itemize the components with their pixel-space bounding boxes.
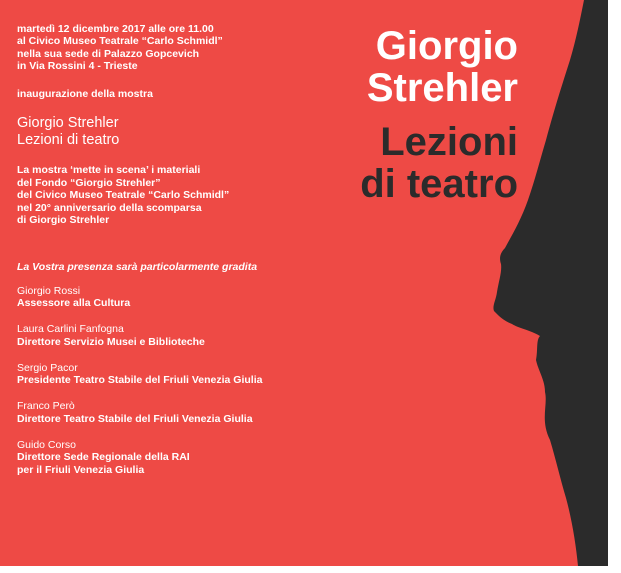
- welcome-note: La Vostra presenza sarà particolarmente gradita: [17, 260, 258, 273]
- description-line: del Civico Museo Teatrale “Carlo Schmidl”: [17, 189, 230, 202]
- description-line: del Fondo “Giorgio Strehler”: [17, 176, 161, 189]
- speaker-entry: [17, 362, 317, 387]
- exhibition-description: [17, 164, 317, 227]
- speaker-name: Guido Corso: [17, 439, 76, 452]
- speakers-list: [17, 285, 317, 476]
- headline-subtitle-line1: Lezioni: [380, 120, 518, 164]
- speaker-entry: [17, 439, 317, 476]
- speaker-role: Direttore Sede Regionale della RAI: [17, 451, 190, 464]
- venue-building-line: nella sua sede di Palazzo Gopcevich: [17, 47, 200, 60]
- speaker-name: Franco Però: [17, 400, 75, 413]
- exhibition-title-line2: Lezioni di teatro: [17, 132, 120, 149]
- speaker-name: Sergio Pacor: [17, 361, 78, 374]
- address-line: in Via Rossini 4 - Trieste: [17, 59, 138, 72]
- inauguration-label: inaugurazione della mostra: [17, 88, 153, 101]
- venue-line: al Civico Museo Teatrale “Carlo Schmidl”: [17, 35, 223, 48]
- date-line: martedì 12 dicembre 2017 alle ore 11.00: [17, 23, 214, 35]
- speaker-entry: [17, 285, 317, 310]
- headline-subtitle-line2: di teatro: [360, 162, 518, 206]
- description-line: nel 20° anniversario della scomparsa: [17, 201, 202, 214]
- speaker-entry: [17, 323, 317, 348]
- description-line: di Giorgio Strehler: [17, 214, 110, 227]
- exhibition-title: [17, 115, 317, 149]
- speaker-role: Direttore Teatro Stabile del Friuli Venezia Giulia: [17, 412, 253, 425]
- speaker-entry: [17, 400, 317, 425]
- speaker-role-continued: per il Friuli Venezia Giulia: [17, 463, 145, 476]
- speaker-role: Assessore alla Cultura: [17, 296, 131, 309]
- headline-surname: Strehler: [366, 66, 518, 110]
- exhibition-title-line1: Giorgio Strehler: [17, 115, 119, 132]
- headline-first-name: Giorgio: [375, 24, 518, 68]
- speaker-role: Presidente Teatro Stabile del Friuli Venezia Giulia: [17, 374, 263, 387]
- event-date-location: [17, 23, 317, 72]
- description-line: La mostra ‘mette in scena’ i materiali: [17, 164, 201, 177]
- speaker-role: Direttore Servizio Musei e Biblioteche: [17, 335, 205, 348]
- invitation-text-column: [17, 23, 317, 490]
- speaker-name: Laura Carlini Fanfogna: [17, 323, 124, 336]
- headline: [318, 25, 518, 205]
- speaker-name: Giorgio Rossi: [17, 284, 81, 297]
